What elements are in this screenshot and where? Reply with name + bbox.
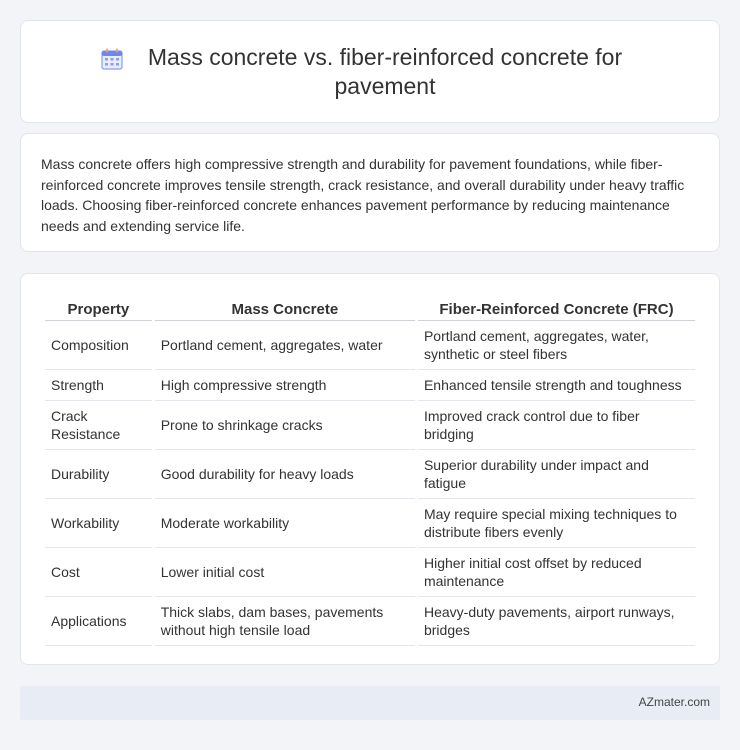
page-title: Mass concrete vs. fiber-reinforced concrete for pavement (147, 43, 623, 99)
frc-cell: Higher initial cost offset by reduced maintenance (418, 548, 695, 597)
frc-cell: Portland cement, aggregates, water, synthetic or steel fibers (418, 321, 695, 370)
comparison-table (42, 294, 698, 646)
mass-concrete-cell: Good durability for heavy loads (155, 450, 415, 499)
table-row (45, 321, 695, 370)
mass-concrete-cell: Lower initial cost (155, 548, 415, 597)
property-cell: Strength (45, 370, 152, 401)
comparison-table-card (20, 273, 720, 665)
frc-cell: May require special mixing techniques to distribute fibers evenly (418, 499, 695, 548)
mass-concrete-cell: High compressive strength (155, 370, 415, 401)
table-row (45, 370, 695, 401)
mass-concrete-cell: Portland cement, aggregates, water (155, 321, 415, 370)
intro-card (20, 133, 720, 252)
title-card (20, 20, 720, 123)
header-frc: Fiber-Reinforced Concrete (FRC) (418, 294, 695, 321)
property-cell: Applications (45, 597, 152, 646)
frc-cell: Heavy-duty pavements, airport runways, bridges (418, 597, 695, 646)
table-row (45, 401, 695, 450)
mass-concrete-cell: Moderate workability (155, 499, 415, 548)
header-property: Property (45, 294, 152, 321)
mass-concrete-cell: Prone to shrinkage cracks (155, 401, 415, 450)
property-cell: Composition (45, 321, 152, 370)
frc-cell: Improved crack control due to fiber bridging (418, 401, 695, 450)
table-row (45, 499, 695, 548)
property-cell: Workability (45, 499, 152, 548)
table-row (45, 597, 695, 646)
frc-cell: Enhanced tensile strength and toughness (418, 370, 695, 401)
footer-bar (20, 686, 720, 720)
table-row (45, 450, 695, 499)
header-mass-concrete: Mass Concrete (155, 294, 415, 321)
table-row (45, 548, 695, 597)
frc-cell: Superior durability under impact and fatigue (418, 450, 695, 499)
intro-paragraph: Mass concrete offers high compressive strength and durability for pavement foundations, while fiber-reinforced concrete improves tensile strength, crack resistance, and overall durability under heavy traffic loads. Choosing fiber-reinforced concrete enhances pavement performance by reducing maintenance needs and extending service life. (41, 156, 685, 234)
property-cell: Durability (45, 450, 152, 499)
table-header-row (45, 294, 695, 321)
footer-brand[interactable]: AZmater.com (638, 695, 710, 709)
property-cell: Cost (45, 548, 152, 597)
property-cell: Crack Resistance (45, 401, 152, 450)
mass-concrete-cell: Thick slabs, dam bases, pavements without high tensile load (155, 597, 415, 646)
